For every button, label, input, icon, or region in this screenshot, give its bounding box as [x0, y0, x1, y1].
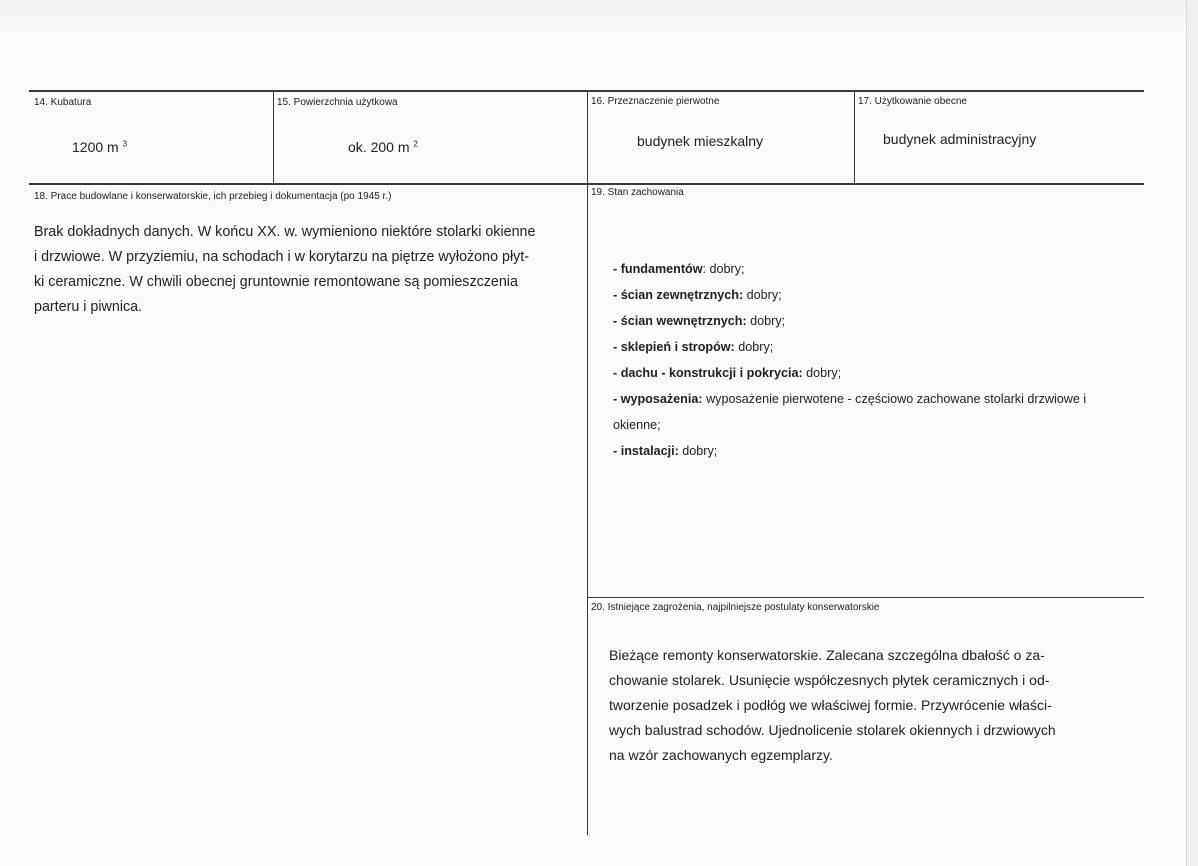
zagrozenia-label: 20. Istniejące zagrożenia, najpilniejsze postulaty konserwatorskie — [591, 602, 880, 613]
prace-line: i drzwiowe. W przyziemiu, na schodach i w korytarzu na piętrze wyłożono płyt- — [34, 249, 530, 265]
prace-line: parteru i piwnica. — [34, 299, 143, 315]
powierzchnia-label: 15. Powierzchnia użytkowa — [277, 97, 398, 108]
prace-text — [34, 220, 574, 320]
zagrozenia-line: na wzór zachowanych egzemplarzy. — [609, 747, 833, 763]
prace-line: ki ceramiczne. W chwili obecnej gruntownie remontowane są pomieszczenia — [34, 274, 518, 290]
powierzchnia-value — [348, 139, 418, 155]
condition-item: - wyposażenia: wyposażenie pierwotene - częściowo zachowane stolarki drzwiowe i — [613, 392, 1087, 406]
kubatura-number: 1200 m — [72, 139, 119, 155]
uzytkowanie-label: 17. Użytkowanie obecne — [858, 96, 967, 107]
zagrozenia-line: tworzenie posadzek i podłóg we właściwej formie. Przywrócenie właści- — [609, 697, 1052, 713]
kubatura-value — [72, 139, 127, 155]
col-divider-14-15 — [273, 90, 274, 184]
przeznaczenie-value: budynek mieszkalny — [637, 133, 764, 149]
stan-zachowania-list — [613, 256, 1143, 464]
condition-item: - ścian wewnętrznych: dobry; — [613, 314, 786, 328]
kubatura-unit-superscript: 3 — [122, 139, 128, 149]
prace-label: 18. Prace budowlane i konserwatorskie, ich przebieg i dokumentacja (po 1945 r.) — [34, 191, 392, 202]
powierzchnia-number: ok. 200 m — [348, 139, 410, 155]
przeznaczenie-label: 16. Przeznaczenie pierwotne — [591, 96, 720, 107]
section-20-divider — [587, 597, 1144, 598]
zagrozenia-line: Bieżące remonty konserwatorskie. Zalecana szczególna dbałość o za- — [609, 647, 1045, 663]
zagrozenia-text — [609, 643, 1129, 768]
zagrozenia-line: chowanie stolarek. Usunięcie współczesnych płytek ceramicznych i od- — [609, 672, 1050, 688]
zagrozenia-line: wych balustrad schodów. Ujednolicenie stolarek okiennych i drzwiowych — [609, 722, 1056, 738]
col-divider-main — [587, 90, 588, 835]
kubatura-label: 14. Kubatura — [34, 97, 92, 108]
prace-line: Brak dokładnych danych. W końcu XX. w. wymieniono niektóre stolarki okienne — [34, 224, 536, 240]
condition-item: - sklepień i stropów: dobry; — [613, 340, 774, 354]
uzytkowanie-value: budynek administracyjny — [883, 131, 1037, 147]
condition-item: - fundamentów: dobry; — [613, 262, 745, 276]
stan-zachowania-label: 19. Stan zachowania — [591, 187, 684, 198]
col-divider-16-17 — [854, 90, 855, 184]
powierzchnia-unit-superscript: 2 — [413, 139, 418, 149]
condition-item: - instalacji: dobry; — [613, 444, 718, 458]
condition-item-continuation: okienne; — [613, 418, 661, 432]
condition-item: - dachu - konstrukcji i pokrycia: dobry; — [613, 366, 842, 380]
condition-item: - ścian zewnętrznych: dobry; — [613, 288, 782, 302]
